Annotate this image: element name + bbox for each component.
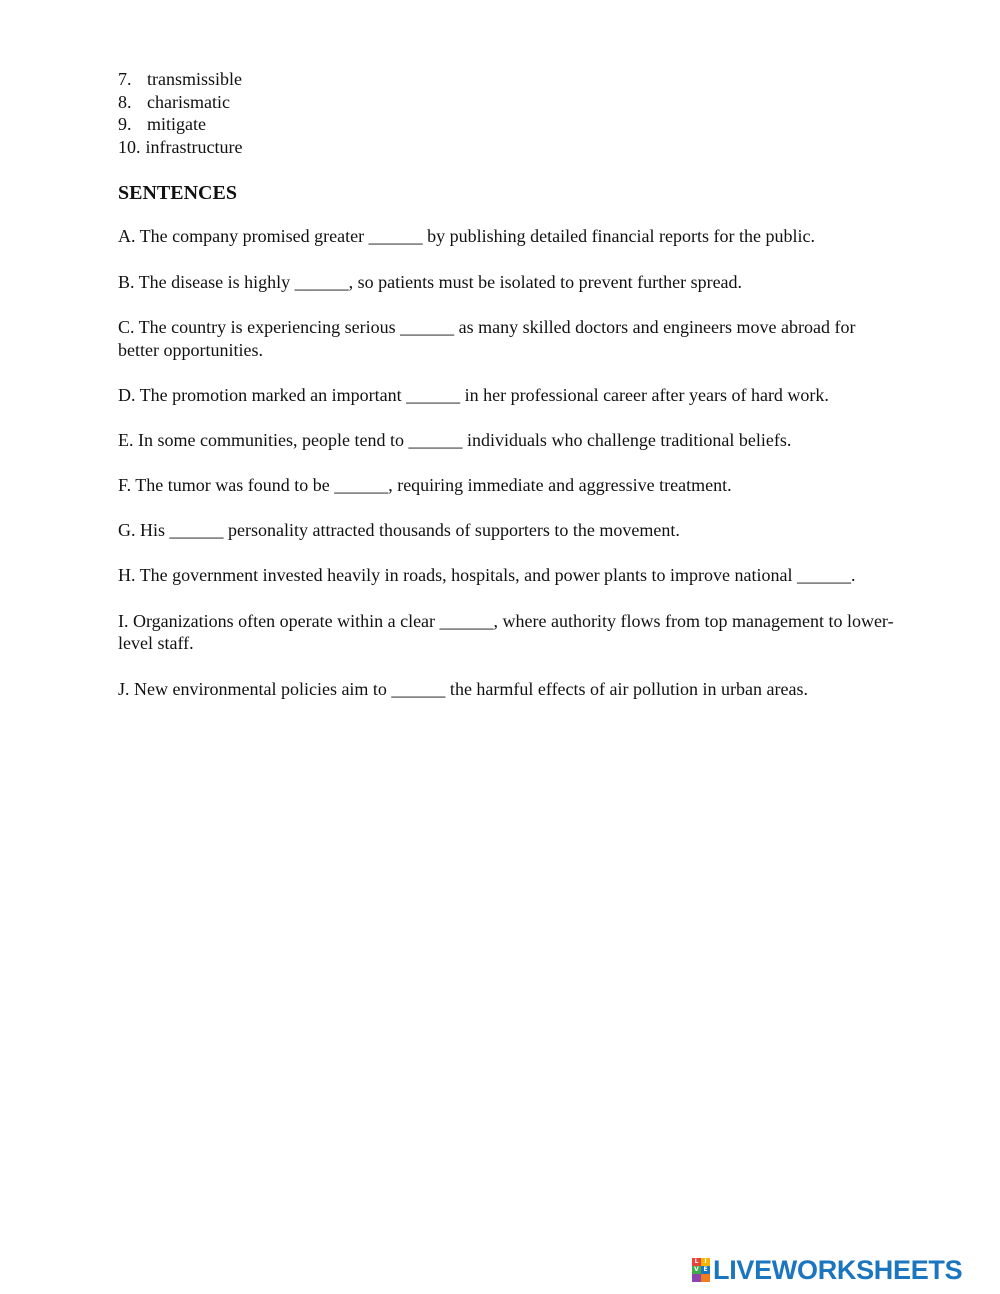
word-number: 9. xyxy=(118,114,132,135)
sentence-c: C. The country is experiencing serious ______ as many skilled doctors and engineers move abroad for better opportunities. xyxy=(118,316,856,360)
liveworksheets-logo-icon xyxy=(692,1258,710,1282)
worksheet-page xyxy=(118,68,898,723)
sentence-g: G. His ______ personality attracted thousands of supporters to the movement. xyxy=(118,520,680,541)
word-text: transmissible xyxy=(147,69,242,89)
word-number: 10. xyxy=(118,136,141,157)
sentence-j: J. New environmental policies aim to ______ the harmful effects of air pollution in urban areas. xyxy=(118,678,808,699)
word-list xyxy=(118,68,898,158)
logo-tile: V xyxy=(692,1266,701,1274)
logo-wordmark: LIVEWORKSHEETS xyxy=(713,1255,963,1285)
word-list-item xyxy=(118,68,898,91)
sentence-h: H. The government invested heavily in roads, hospitals, and power plants to improve national ______. xyxy=(118,565,856,586)
sentence-d: D. The promotion marked an important ______ in her professional career after years of hard work. xyxy=(118,384,829,405)
word-text: mitigate xyxy=(147,114,206,135)
logo-tile: I xyxy=(701,1258,710,1266)
logo-tile: L xyxy=(692,1258,701,1266)
sentence-i: I. Organizations often operate within a clear ______, where authority flows from top management to lower-level staff. xyxy=(118,610,894,654)
liveworksheets-logo xyxy=(692,1255,962,1285)
word-text: charismatic xyxy=(147,91,230,112)
word-list-item xyxy=(118,113,898,136)
word-number: 7. xyxy=(118,69,132,89)
sentence-list xyxy=(118,225,898,700)
sentence-a: A. The company promised greater ______ by publishing detailed financial reports for the public. xyxy=(118,226,815,247)
sentence-e: E. In some communities, people tend to ______ individuals who challenge traditional beliefs. xyxy=(118,429,792,450)
sentence-b: B. The disease is highly ______, so patients must be isolated to prevent further spread. xyxy=(118,271,743,292)
sentences-heading: SENTENCES xyxy=(118,182,237,205)
logo-tile: E xyxy=(701,1266,710,1274)
word-list-item xyxy=(118,136,898,159)
word-list-item xyxy=(118,91,898,114)
sentence-f: F. The tumor was found to be ______, requiring immediate and aggressive treatment. xyxy=(118,475,732,496)
logo-tile xyxy=(701,1274,710,1282)
word-number: 8. xyxy=(118,91,132,112)
word-text: infrastructure xyxy=(145,136,243,157)
logo-tile xyxy=(692,1274,701,1282)
